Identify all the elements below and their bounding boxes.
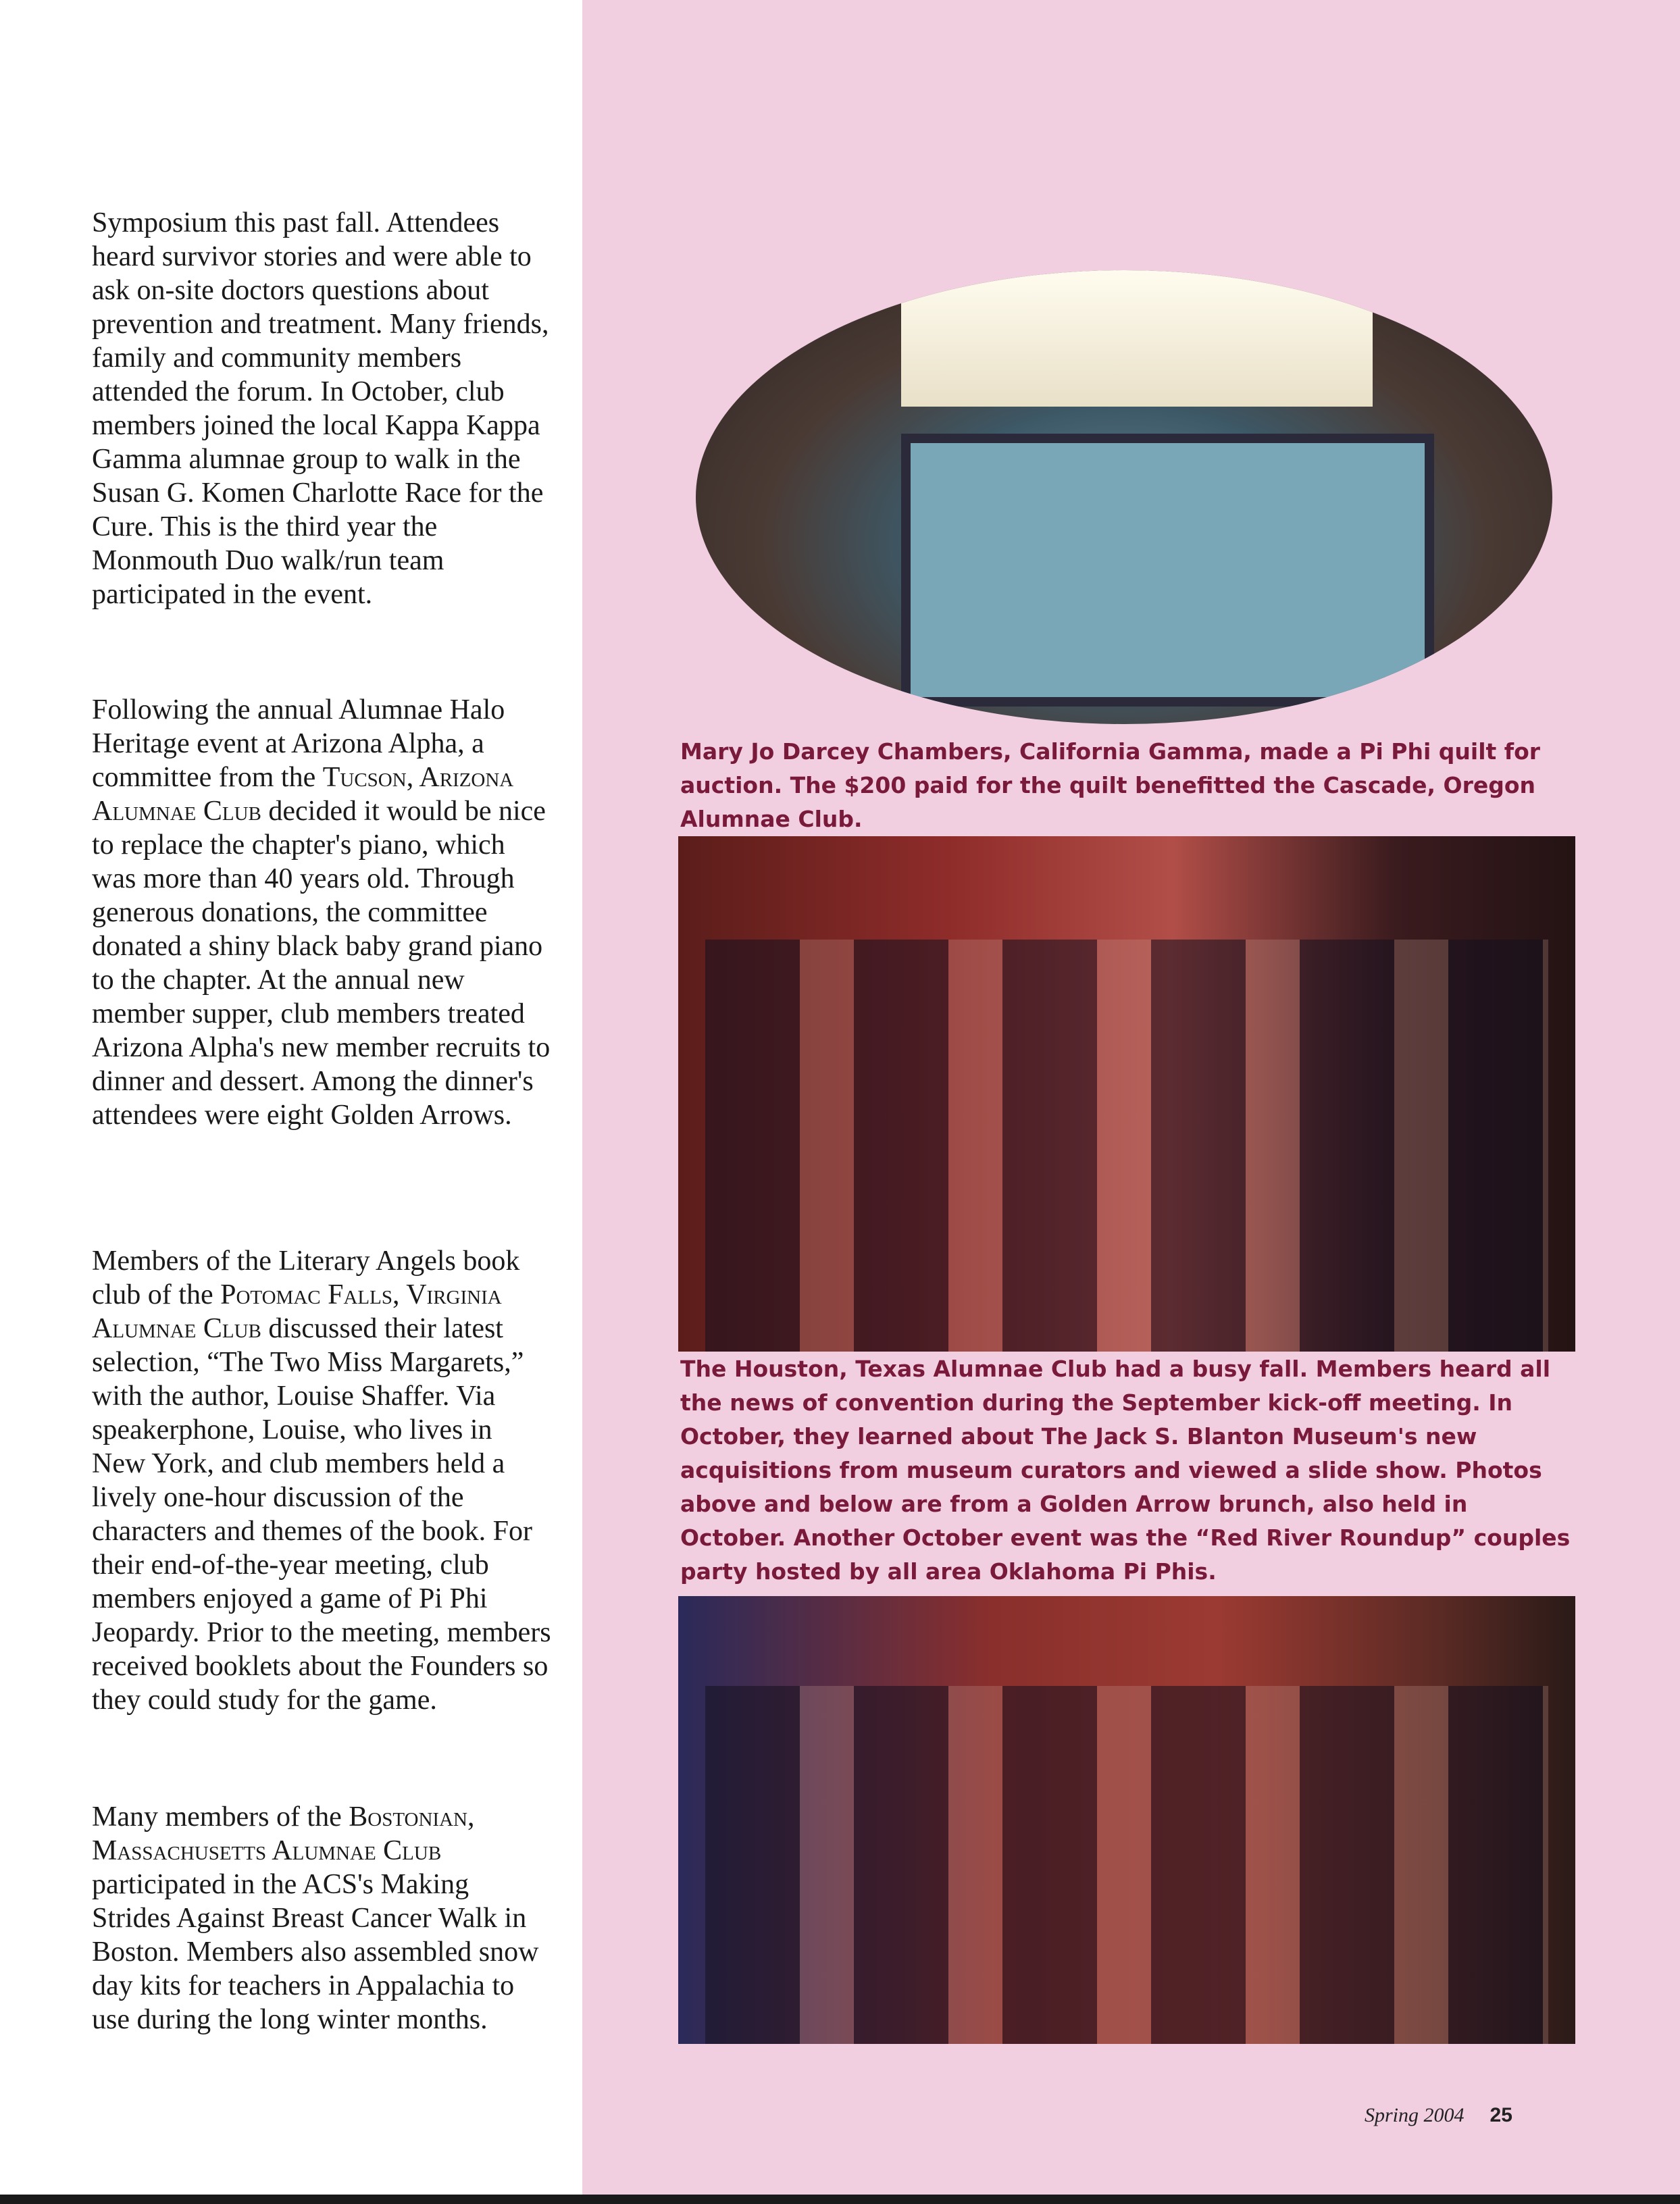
- paragraph-text: Many members of the: [92, 1801, 349, 1833]
- golden-arrow-group-photo-top: [678, 836, 1575, 1352]
- paragraph-text: Following the annual Alumnae Halo Heritage event at Arizona Alpha, a committee from the: [92, 694, 505, 793]
- paragraph-text: decided it would be nice to replace the chapter's piano, which was more than 40 years old. Through generous donations, the committee donated a shiny black baby grand piano to the chapter. At the annual new member supper, club members treated Arizona Alpha's new member recruits to dinner and dessert. Among the dinner's attendees were eight Golden Arrows.: [92, 796, 551, 1131]
- paragraph-text: discussed their latest selection, “The Two Miss Margarets,” with the author, Louise Shaffer. Via speakerphone, Louise, who lives in New York, and club members held a lively one-hour discussion of the characters and themes of the book. For their end-of-the-year meeting, club members enjoyed a game of Pi Phi Jeopardy. Prior to the meeting, members received booklets about the Founders so they could study for the game.: [92, 1313, 551, 1716]
- article-column-paragraph-2: [92, 693, 551, 1132]
- club-name-bostonian: Bostonian, Massachusetts Alumnae Club: [92, 1801, 475, 1866]
- article-column-paragraph-1: [92, 206, 551, 611]
- page-folio: [1365, 2104, 1512, 2127]
- article-column-paragraph-3: [92, 1244, 551, 1717]
- club-name-tucson: Tucson, Arizona Alumnae Club: [92, 762, 514, 827]
- paragraph-tucson: [92, 693, 551, 1132]
- quilt-photo-caption: Mary Jo Darcey Chambers, California Gamma, made a Pi Phi quilt for auction. The $200 paid for the quilt benefitted the Cascade, Oregon Alumnae Club.: [680, 738, 1541, 832]
- paragraph-text: participated in the ACS's Making Strides Against Breast Cancer Walk in Boston. Members also assembled snow day kits for teachers in Appalachia to use during the long winter months.: [92, 1869, 539, 2035]
- houston-photo-caption: The Houston, Texas Alumnae Club had a busy fall. Members heard all the news of convention during the September kick-off meeting. In October, they learned about The Jack S. Blanton Museum's new acquisitions from museum curators and viewed a slide show. Photos above and below are from a Golden Arrow brunch, also held in October. Another October event was the “Red River Roundup” couples party hosted by all area Oklahoma Pi Phis.: [680, 1356, 1571, 1585]
- paragraph-bostonian: [92, 1800, 551, 2036]
- issue-season: Spring 2004: [1365, 2104, 1465, 2126]
- paragraph-text: Members of the Literary Angels book club of the: [92, 1246, 520, 1310]
- article-column-paragraph-4: [92, 1800, 551, 2036]
- golden-arrow-group-photo-bottom: [678, 1596, 1575, 2044]
- club-name-potomac-falls: Potomac Falls, Virginia Alumnae Club: [92, 1279, 502, 1344]
- quilt-group-photo: [696, 270, 1552, 724]
- photo-people: [705, 1686, 1548, 2044]
- photo-window: [901, 270, 1372, 407]
- page-number: 25: [1490, 2104, 1512, 2126]
- paragraph-potomac-falls: [92, 1244, 551, 1717]
- paragraph-monmouth-duo: Symposium this past fall. Attendees heard survivor stories and were able to ask on-site doctors questions about prevention and treatment. Many friends, family and community members attended the forum. In October, club members joined the local Kappa Kappa Gamma alumnae group to walk in the Susan G. Komen Charlotte Race for the Cure. This is the third year the Monmouth Duo walk/run team participated in the event.: [92, 207, 549, 610]
- photo-people: [705, 940, 1548, 1352]
- bottom-rule: [0, 2195, 1680, 2204]
- photo-quilt: [901, 434, 1434, 707]
